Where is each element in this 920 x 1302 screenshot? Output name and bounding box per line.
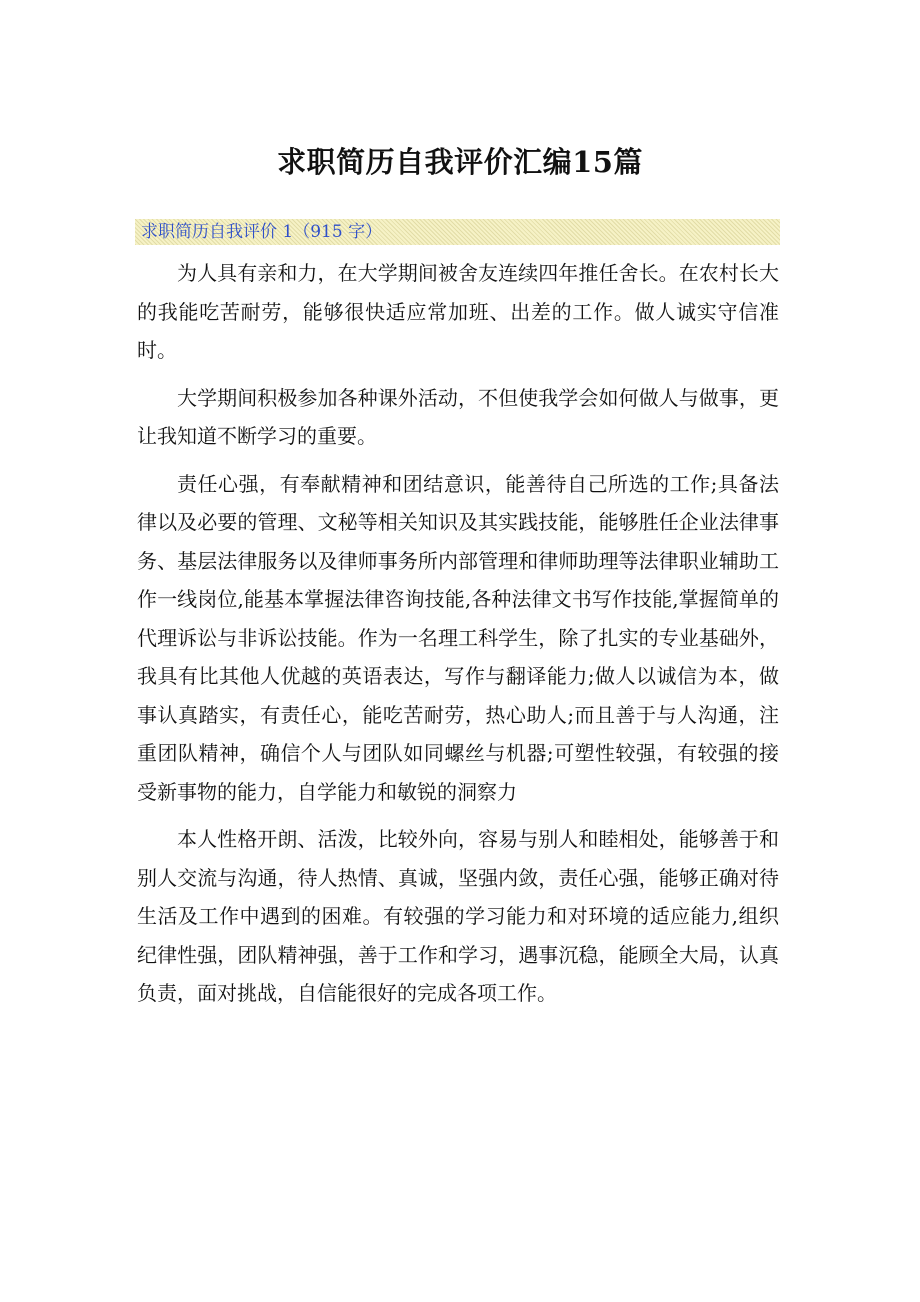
paragraph-2: 大学期间积极参加各种课外活动，不但使我学会如何做人与做事，更让我知道不断学习的重要。 [137, 385, 779, 448]
paragraph-3: 责任心强，有奉献精神和团结意识，能善待自己所选的工作;具备法律以及必要的管理、文秘等相关知识及其实践技能，能够胜任企业法律事务、基层法律服务以及律师事务所内部管理和律师助理等法律职业辅助工作一线岗位,能基本掌握法律咨询技能,各种法律文书写作技能,掌握简单的代理诉讼与非诉讼技能。作为一名理工科学生，除了扎实的专业基础外，我具有比其他人优越的英语表达，写作与翻译能力;做人以诚信为本，做事认真踏实，有责任心，能吃苦耐劳，热心助人;而且善于与人沟通，注重团队精神，确信个人与团队如同螺丝与机器;可塑性较强，有较强的接受新事物的能力，自学能力和敏锐的洞察力 [137, 471, 779, 804]
paragraph-1: 为人具有亲和力，在大学期间被舍友连续四年推任舍长。在农村长大的我能吃苦耐劳，能够很快适应常加班、出差的工作。做人诚实守信准时。 [137, 261, 779, 362]
section-heading: 求职简历自我评价 1（915 字） [135, 219, 780, 245]
document-body [137, 254, 779, 1022]
document-title: 求职简历自我评价汇编15篇 [277, 145, 643, 179]
paragraph-4: 本人性格开朗、活泼，比较外向，容易与别人和睦相处，能够善于和别人交流与沟通，待人热情、真诚，坚强内敛，责任心强，能够正确对待生活及工作中遇到的困难。有较强的学习能力和对环境的适应能力,组织纪律性强，团队精神强，善于工作和学习，遇事沉稳，能顾全大局，认真负责，面对挑战，自信能很好的完成各项工作。 [137, 827, 779, 1005]
